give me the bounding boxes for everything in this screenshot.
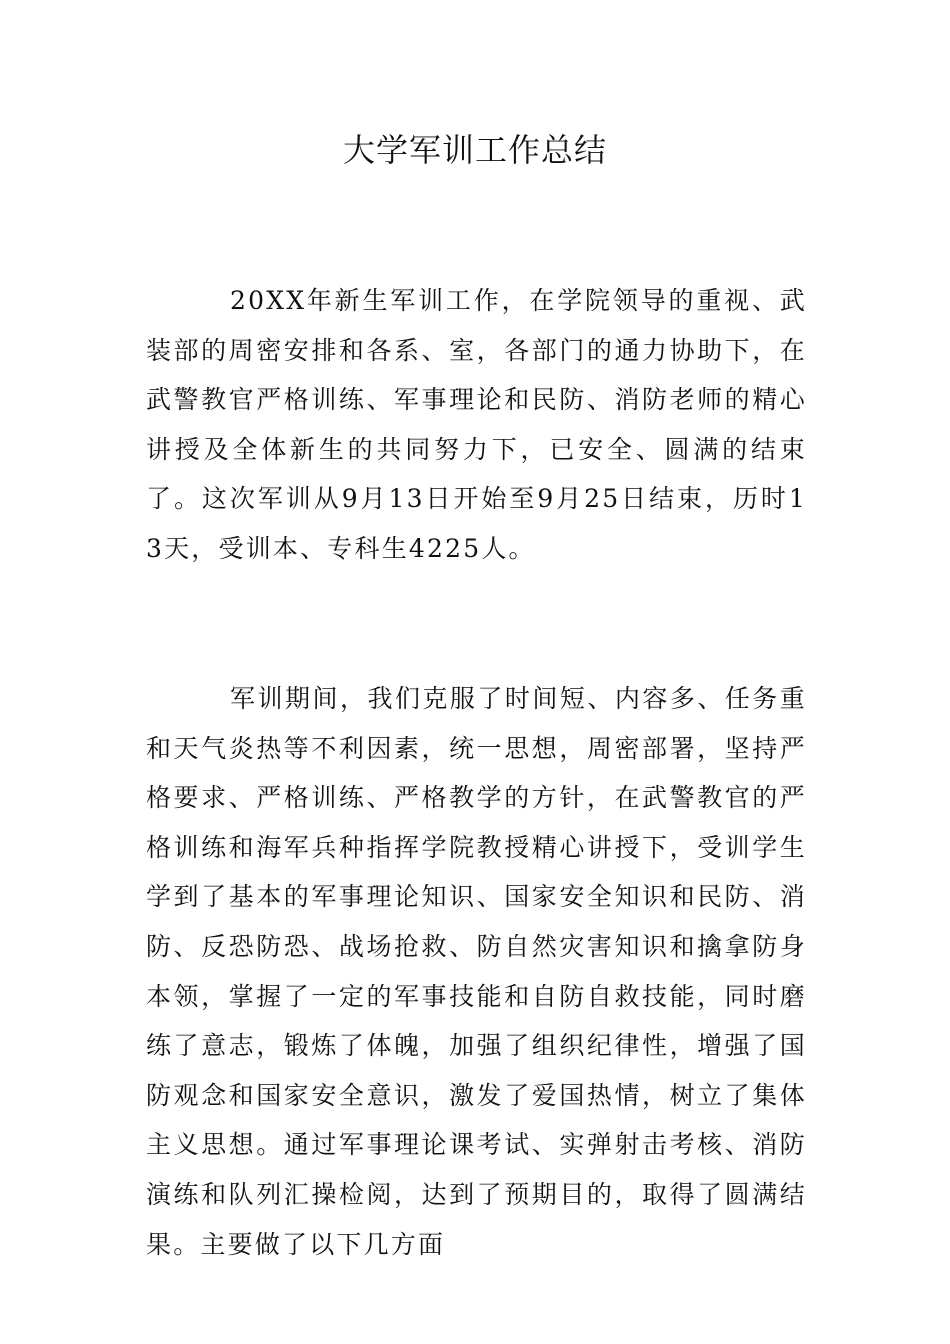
document-title: 大学军训工作总结 <box>342 131 607 169</box>
paragraph-training-period: 军训期间，我们克服了时间短、内容多、任务重和天气炎热等不利因素，统一思想，周密部署，坚持严格要求、严格训练、严格教学的方针，在武警教官的严格训练和海军兵种指挥学院教授精心讲授下，受训学生学到了基本的军事理论知识、国家安全知识和民防、消防、反恐防恐、战场抢救、防自然灾害知识和擒拿防身本领，掌握了一定的军事技能和自防自救技能，同时磨练了意志，锻炼了体魄，加强了组织纪律性，增强了国防观念和国家安全意识，激发了爱国热情，树立了集体主义思想。通过军事理论课考试、实弹射击考核、消防演练和队列汇操检阅，达到了预期目的，取得了圆满结果。主要做了以下几方面 <box>146 684 807 1259</box>
paragraph-training-overview: 20XX年新生军训工作，在学院领导的重视、武装部的周密安排和各系、室，各部门的通力协助下，在武警教官严格训练、军事理论和民防、消防老师的精心讲授及全体新生的共同努力下，已安全、圆满的结束了。这次军训从9月13日开始至9月25日结束，历时13天，受训本、专科生4225人。 <box>146 286 807 563</box>
